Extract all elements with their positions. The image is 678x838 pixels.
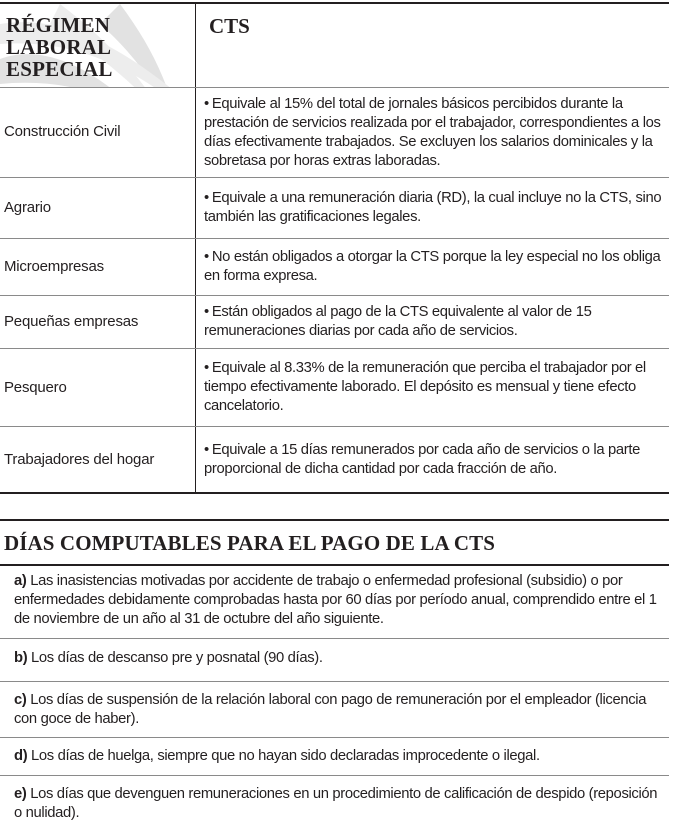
regime-cts-text: • Equivale a una remuneración diaria (RD), la cual incluye no la CTS, sino también las gratificaciones legales.: [204, 190, 662, 225]
bullet-icon: •: [204, 304, 209, 320]
column-divider: [195, 4, 196, 87]
table-row: [0, 427, 669, 492]
bullet-icon: •: [204, 249, 209, 265]
regime-label: Microempresas: [4, 258, 104, 275]
regime-cts-text: • Equivale al 15% del total de jornales básicos percibidos durante la prestación de servicios realizada por el trabajador, correspondientes a los días efectivamente trabajados. Se excluyen los salarios dominicales y la sobretasa por horas extras laboradas.: [204, 95, 661, 169]
regime-cts-text: • No están obligados a otorgar la CTS porque la ley especial no los obliga en forma expresa.: [204, 249, 661, 284]
regime-cts-text: • Equivale al 8.33% de la remuneración que perciba el trabajador por el tiempo efectivamente laborado. El depósito es mensual y tiene efecto cancelatorio.: [204, 360, 646, 414]
item-key: d): [14, 748, 28, 764]
bullet-icon: •: [204, 441, 209, 458]
item-text: Los días de descanso pre y posnatal (90 días).: [31, 650, 323, 666]
list-item: [0, 738, 669, 776]
bullet-icon: •: [204, 360, 209, 376]
table-row: [0, 239, 669, 296]
list-item: [0, 639, 669, 682]
bullet-icon: •: [204, 190, 209, 206]
regime-label: Pequeñas empresas: [4, 313, 139, 330]
bullet-icon: •: [204, 95, 209, 112]
regime-cts-text: • Equivale a 15 días remunerados por cada año de servicios o la parte proporcional de dicha cantidad por cada fracción de año.: [204, 441, 640, 477]
table-row: [0, 296, 669, 349]
item-key: b): [14, 650, 28, 666]
header-regime: RÉGIMEN LABORAL ESPECIAL: [6, 13, 113, 81]
item-text: Los días que devenguen remuneraciones en un procedimiento de calificación de despido (reposición o nulidad).: [14, 786, 658, 821]
cts-regime-table: [0, 2, 669, 494]
section-title: DÍAS COMPUTABLES PARA EL PAGO DE LA CTS: [4, 531, 496, 555]
item-key: a): [14, 573, 27, 589]
regime-cts-text: • Están obligados al pago de la CTS equivalente al valor de 15 remuneraciones diarias por cada año de servicios.: [204, 304, 592, 339]
item-text: Los días de huelga, siempre que no hayan sido declaradas improcedente o ilegal.: [31, 748, 540, 764]
computable-days-list: [0, 564, 669, 838]
table-row: [0, 88, 669, 178]
table-header: [0, 4, 669, 88]
regime-label: Construcción Civil: [4, 122, 121, 140]
list-item: [0, 776, 669, 838]
computable-days-section: [0, 519, 669, 821]
table-row: [0, 178, 669, 239]
header-cts: CTS: [209, 14, 250, 38]
regime-label: Pesquero: [4, 378, 67, 396]
regime-label: Trabajadores del hogar: [4, 450, 155, 468]
table-row: [0, 349, 669, 427]
item-text: Las inasistencias motivadas por accidente de trabajo o enfermedad profesional (subsidio) o por enfermedades debidamente comprobadas hasta por 60 días por período anual, comprendido entre el 1 de noviembre de un año al 31 de octubre del año siguiente.: [14, 573, 657, 627]
item-text: Los días de suspensión de la relación laboral con pago de remuneración por el empleador (licencia con goce de haber).: [14, 692, 647, 727]
list-item: [0, 566, 669, 639]
list-item: [0, 682, 669, 738]
item-key: e): [14, 786, 27, 802]
item-key: c): [14, 692, 27, 708]
regime-label: Agrario: [4, 199, 51, 216]
